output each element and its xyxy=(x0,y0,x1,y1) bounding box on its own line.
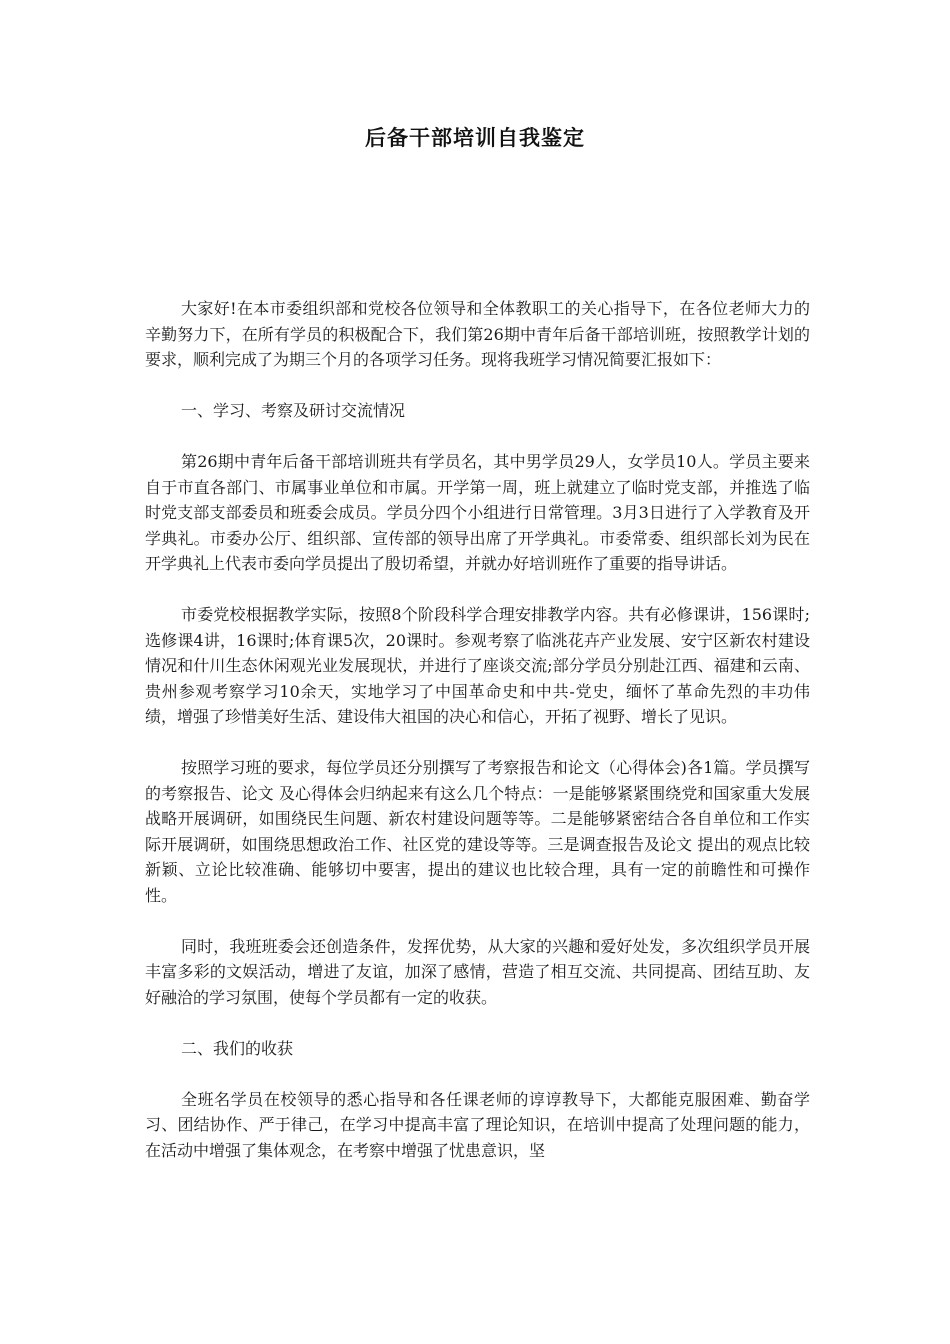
paragraph-reports: 按照学习班的要求，每位学员还分别撰写了考察报告和论文（心得体会)各1篇。学员撰写的考察报告、论文 及心得体会归纳起来有这么几个特点：一是能够紧紧围绕党和国家重大发展战略开展调研，如围绕民生问题、新农村建设问题等等。二是能够紧密结合各自单位和工作实际开展调研，如围绕思想政治工作、社区党的建设等等。三是调查报告及论文 提出的观点比较新颖、立论比较准确、能够切中要害，提出的建议也比较合理，具有一定的前瞻性和可操作性。 xyxy=(145,758,810,905)
paragraph-activities: 同时，我班班委会还创造条件，发挥优势，从大家的兴趣和爱好处发，多次组织学员开展丰富多彩的文娱活动，增进了友谊，加深了感情，营造了相互交流、共同提高、团结互助、友好融洽的学习氛围，使每个学员都有一定的收获。 xyxy=(145,936,810,1007)
document-body xyxy=(145,296,810,1189)
section-heading-1: 一、学习、考察及研讨交流情况 xyxy=(181,401,406,420)
paragraph-class-overview: 第26期中青年后备干部培训班共有学员名，其中男学员29人，女学员10人。学员主要来自于市直各部门、市属事业单位和市属。开学第一周，班上就建立了临时党支部，并推选了临时党支部支部委员和班委会成员。学员分四个小组进行日常管理。3月3日进行了入学教育及开学典礼。市委办公厅、组织部、宣传部的领导出席了开学典礼。市委常委、组织部长刘为民在开学典礼上代表市委向学员提出了殷切希望，并就办好培训班作了重要的指导讲话。 xyxy=(145,452,810,573)
section-heading-2: 二、我们的收获 xyxy=(181,1038,294,1058)
paragraph-curriculum: 市委党校根据教学实际，按照8个阶段科学合理安排教学内容。共有必修课讲，156课时;选修课4讲，16课时;体育课5次，20课时。参观考察了临洮花卉产业发展、安宁区新农村建设情况和什川生态休闲观光业发展现状，并进行了座谈交流;部分学员分别赴江西、福建和云南、贵州参观考察学习10余天，实地学习了中国革命史和中共-党史，缅怀了革命先烈的丰功伟绩，增强了珍惜美好生活、建设伟大祖国的决心和信心，开拓了视野、增长了见识。 xyxy=(145,605,810,726)
paragraph-intro: 大家好!在本市委组织部和党校各位领导和全体教职工的关心指导下，在各位老师大力的辛勤努力下，在所有学员的积极配合下，我们第26期中青年后备干部培训班，按照教学计划的要求，顺利完成了为期三个月的各项学习任务。现将我班学习情况简要汇报如下： xyxy=(145,299,810,369)
paragraph-gains: 全班名学员在校领导的悉心指导和各任课老师的谆谆教导下，大都能克服困难、勤奋学习、团结协作、严于律己，在学习中提高丰富了理论知识，在培训中提高了处理问题的能力，在活动中增强了集体观念，在考察中增强了忧患意识，坚 xyxy=(145,1089,810,1160)
document-title: 后备干部培训自我鉴定 xyxy=(365,125,585,150)
